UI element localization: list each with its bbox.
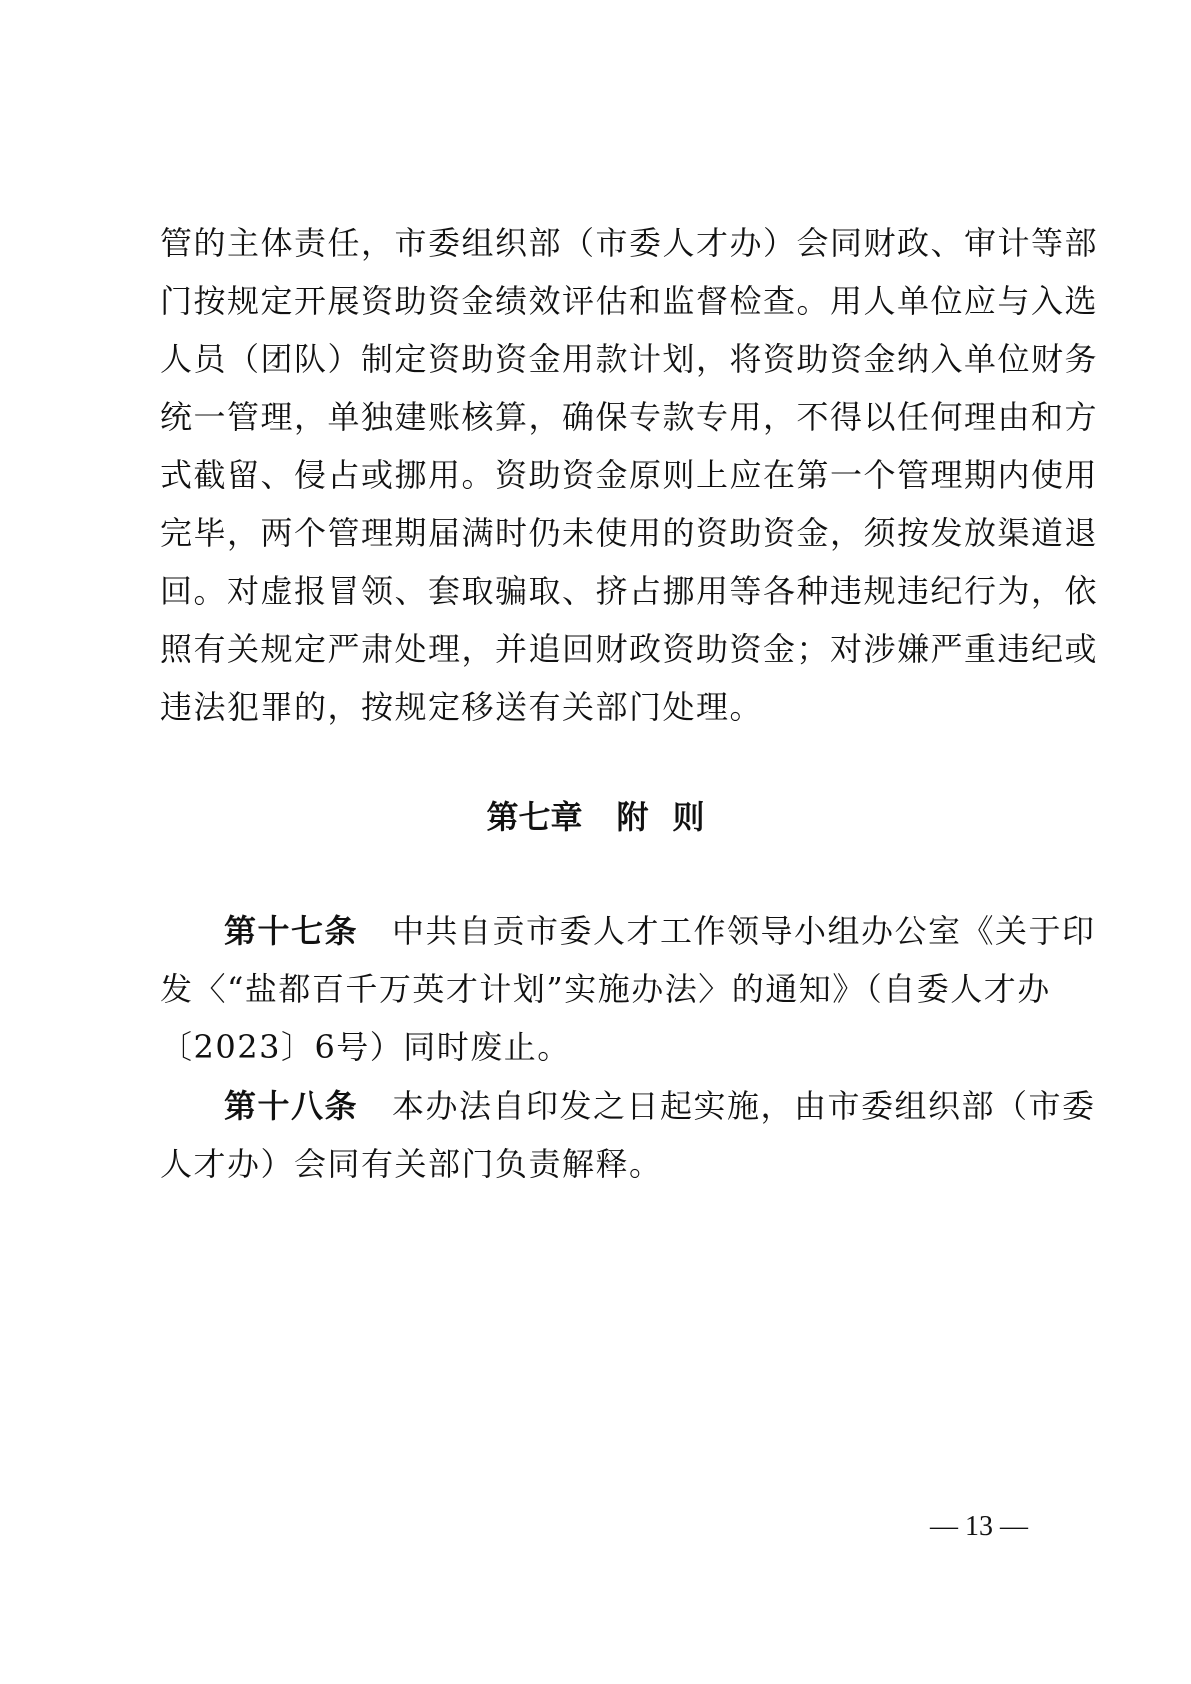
paragraph-line: 照有关规定严肃处理，并追回财政资助资金；对涉嫌严重违纪或 [160, 630, 1099, 668]
paragraph-line: 统一管理，单独建账核算，确保专款专用，不得以任何理由和方 [160, 398, 1099, 436]
article-18-line [160, 1077, 1096, 1135]
chapter-title-part2: 则 [672, 798, 705, 836]
paragraph-line: 发〈“盐都百千万英才计划”实施办法〉的通知》（自委人才办 [160, 970, 1051, 1008]
paragraph-fund-management [160, 214, 1099, 736]
paragraph-line: 违法犯罪的，按规定移送有关部门处理。 [160, 688, 764, 726]
paragraph-line: 人员（团队）制定资助资金用款计划，将资助资金纳入单位财务 [160, 340, 1099, 378]
page-number: — 13 — [930, 1511, 1028, 1542]
article-17-line [160, 902, 1096, 960]
paragraph-line: 管的主体责任，市委组织部（市委人才办）会同财政、审计等部 [160, 224, 1099, 262]
chapter-heading [0, 788, 1191, 846]
article-17-label: 第十七条 [224, 912, 359, 950]
paragraph-line: 完毕，两个管理期届满时仍未使用的资助资金，须按发放渠道退 [160, 514, 1099, 552]
article-18 [160, 1077, 1096, 1193]
paragraph-line: 〔2023〕6号）同时废止。 [160, 1028, 571, 1066]
paragraph-line: 回。对虚报冒领、套取骗取、挤占挪用等各种违规违纪行为，依 [160, 572, 1099, 610]
article-17-text: 中共自贡市委人才工作领导小组办公室《关于印 [392, 912, 1096, 950]
paragraph-line: 门按规定开展资助资金绩效评估和监督检查。用人单位应与入选 [160, 282, 1099, 320]
article-18-label: 第十八条 [224, 1087, 359, 1125]
article-17 [160, 902, 1096, 1076]
chapter-title-part1: 附 [616, 798, 649, 836]
article-18-text: 本办法自印发之日起实施，由市委组织部（市委 [392, 1087, 1096, 1125]
paragraph-line: 人才办）会同有关部门负责解释。 [160, 1145, 663, 1183]
paragraph-line: 式截留、侵占或挪用。资助资金原则上应在第一个管理期内使用 [160, 456, 1099, 494]
chapter-number: 第七章 [486, 798, 583, 836]
